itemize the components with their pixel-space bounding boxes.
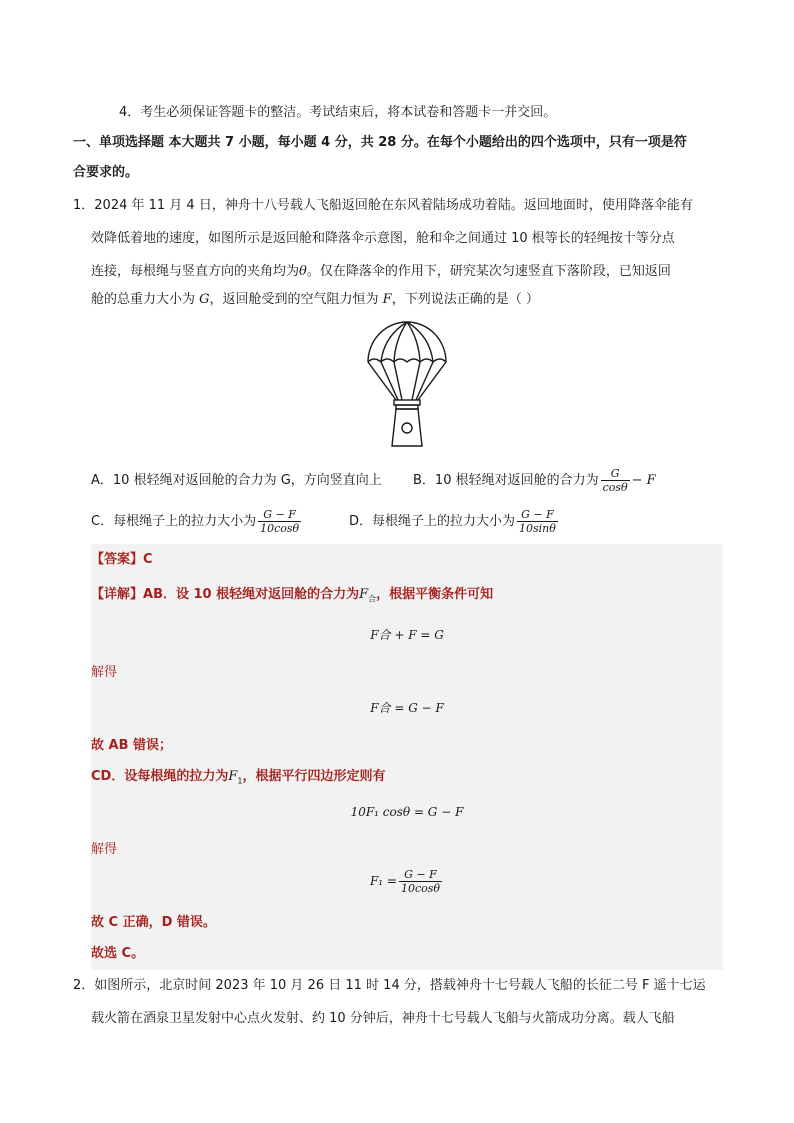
q1-option-b-fraction <box>601 467 630 494</box>
final-answer: 故选 C。 <box>91 946 145 961</box>
equation-4-lhs: F₁ = <box>369 874 397 888</box>
conclusion-cd: 故 C 正确，D 错误。 <box>91 915 216 930</box>
q1-option-b-tail: − F <box>631 473 656 488</box>
section-header-line2: 合要求的。 <box>73 165 139 180</box>
q1-option-c[interactable] <box>91 508 303 536</box>
detail-cd-line <box>91 767 385 792</box>
equation-2: F合 = G − F <box>370 701 444 715</box>
theta-symbol: θ <box>299 264 307 279</box>
q1-option-d-text: D．每根绳子上的拉力大小为 <box>349 514 516 529</box>
q1-option-d-denominator: 10sinθ <box>519 522 556 535</box>
equation-4-denominator: 10cosθ <box>400 882 441 895</box>
equation-4 <box>91 868 723 895</box>
q1-option-c-fraction <box>258 508 301 535</box>
q1-option-d[interactable] <box>349 508 560 536</box>
detail-ab-tail: ，根据平衡条件可知 <box>376 587 494 602</box>
answer-label: 【答案】 <box>91 552 144 567</box>
q1-option-a-text: A．10 根轻绳对返回舱的合力为 G，方向竖直向上 <box>91 473 382 488</box>
q2-stem-line1: 2．如图所示，北京时间 2023 年 10 月 26 日 11 时 14 分，搭载神舟十七号载人飞船的长征二号 F 遥十七运 <box>73 978 706 993</box>
q1-stem-line4e: ，下列说法正确的是（ ） <box>391 292 539 307</box>
q1-option-d-numerator: G − F <box>517 508 558 522</box>
section-header-line1: 一、单项选择题 本大题共 7 小题，每小题 4 分，共 28 分。在每个小题给出的四个选项中，只有一项是符 <box>73 135 687 150</box>
q1-option-c-text: C．每根绳子上的拉力大小为 <box>91 514 257 529</box>
solve-label-2: 解得 <box>91 842 118 857</box>
conclusion-ab: 故 AB 错误； <box>91 738 173 753</box>
detail-label: 【详解】 <box>91 587 144 602</box>
q1-stem-line4c: ，返回舱受到的空气阻力恒为 <box>209 292 383 307</box>
detail-cd-tail: ，根据平行四边形定则有 <box>242 769 386 784</box>
q1-stem-line3a: 连接，每根绳与竖直方向的夹角均为 <box>91 264 300 279</box>
notice-item-4: 4．考生必须保证答题卡的整洁。考试结束后，将本试卷和答题卡一并交回。 <box>119 105 557 120</box>
answer-value: C <box>143 552 153 567</box>
detail-cd-var: F <box>228 769 238 784</box>
equation-1: F合 + F = G <box>370 628 444 642</box>
q1-option-b-denominator: cosθ <box>602 481 628 494</box>
detail-ab-text: AB．设 10 根轻绳对返回舱的合力为 <box>143 587 360 602</box>
detail-ab-line <box>91 585 493 610</box>
detail-cd-sub: 1 <box>237 776 243 786</box>
equation-4-numerator: G − F <box>399 868 442 882</box>
detail-ab-var: F <box>359 587 369 602</box>
answer-line <box>91 550 153 570</box>
detail-cd-text: CD．设每根绳的拉力为 <box>91 769 229 784</box>
detail-ab-sub: 合 <box>368 594 377 604</box>
q1-stem-line1: 1．2024 年 11 月 4 日，神舟十八号载人飞船返回舱在东风着陆场成功着陆。返回地面时，使用降落伞能有 <box>73 198 693 213</box>
q1-option-a[interactable] <box>91 467 382 495</box>
q1-option-d-fraction <box>517 508 558 535</box>
drag-symbol: F <box>382 292 392 307</box>
parachute-capsule-figure <box>362 318 452 454</box>
q1-stem-line4a: 舱的总重力大小为 <box>91 292 200 307</box>
equation-4-fraction <box>399 868 442 895</box>
gravity-symbol: G <box>199 292 210 307</box>
q1-stem-line4 <box>91 290 539 310</box>
equation-3: 10F₁ cosθ = G − F <box>350 805 464 819</box>
solve-label-1: 解得 <box>91 665 118 680</box>
q1-option-b-text: B．10 根轻绳对返回舱的合力为 <box>413 473 599 488</box>
q1-option-b-numerator: G <box>601 467 630 481</box>
q1-option-b[interactable] <box>413 467 656 495</box>
q1-stem-line3 <box>91 262 671 282</box>
q1-stem-line3c: 。仅在降落伞的作用下，研究某次匀速竖直下落阶段，已知返回 <box>306 264 671 279</box>
q1-option-c-numerator: G − F <box>258 508 301 522</box>
q2-stem-line2: 载火箭在酒泉卫星发射中心点火发射、约 10 分钟后，神舟十七号载人飞船与火箭成功分离。载人飞船 <box>91 1011 675 1026</box>
q1-stem-line2: 效降低着地的速度，如图所示是返回舱和降落伞示意图，舱和伞之间通过 10 根等长的轻绳按十等分点 <box>91 231 675 246</box>
q1-option-c-denominator: 10cosθ <box>260 522 300 535</box>
